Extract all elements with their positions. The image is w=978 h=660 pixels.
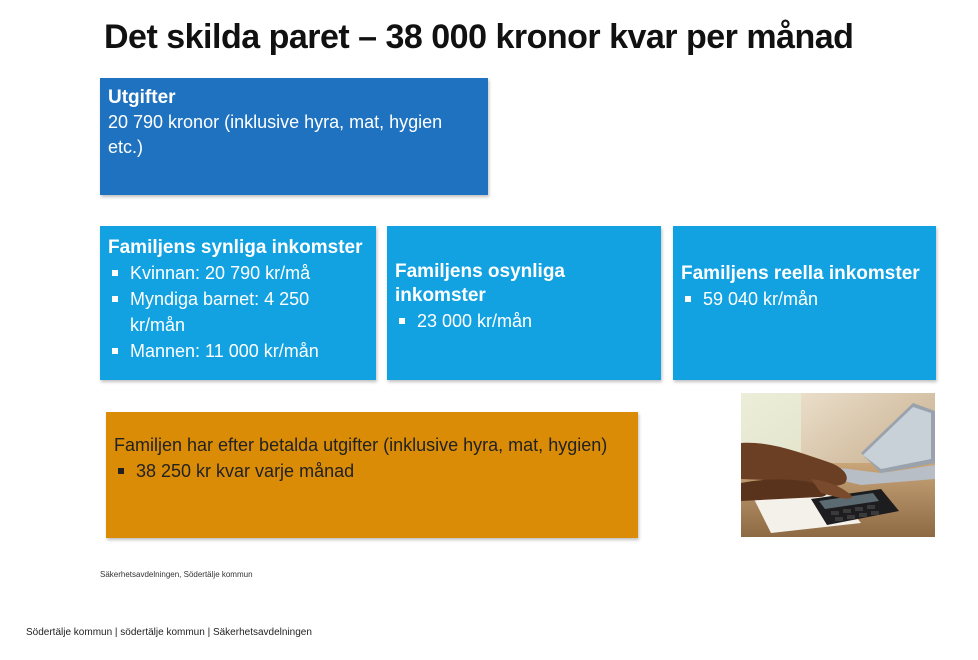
slide-title: Det skilda paret – 38 000 kronor kvar per månad: [104, 18, 854, 56]
real-income-box: [673, 226, 936, 380]
result-box: [106, 412, 638, 538]
list-item: Myndiga barnet: 4 250 kr/mån: [108, 286, 368, 338]
result-text: Familjen har efter betalda utgifter (inklusive hyra, mat, hygien): [114, 435, 608, 455]
real-income-heading: Familjens reella inkomster: [681, 263, 920, 284]
expenses-box: [100, 78, 488, 195]
source-note: Säkerhetsavdelningen, Södertälje kommun: [100, 570, 253, 579]
visible-income-list: [108, 260, 368, 364]
expenses-heading: Utgifter: [108, 87, 176, 108]
list-item: 23 000 kr/mån: [395, 308, 653, 334]
hidden-income-list: [395, 308, 653, 334]
hidden-income-box: [387, 226, 661, 380]
footer: Södertälje kommun | södertälje kommun | Säkerhetsavdelningen: [26, 627, 312, 638]
list-item: 59 040 kr/mån: [681, 286, 928, 312]
calculator-photo: [741, 393, 935, 537]
visible-income-box: [100, 226, 376, 380]
calculator-laptop-illustration: [741, 393, 935, 537]
list-item: 38 250 kr kvar varje månad: [114, 458, 630, 484]
expenses-text: 20 790 kronor (inklusive hyra, mat, hygien etc.): [108, 112, 443, 157]
result-list: [114, 458, 630, 484]
hidden-income-heading: Familjens osynliga inkomster: [395, 261, 565, 306]
visible-income-heading: Familjens synliga inkomster: [108, 237, 363, 258]
list-item: Mannen: 11 000 kr/mån: [108, 338, 368, 364]
list-item: Kvinnan: 20 790 kr/må: [108, 260, 368, 286]
real-income-list: [681, 286, 928, 312]
